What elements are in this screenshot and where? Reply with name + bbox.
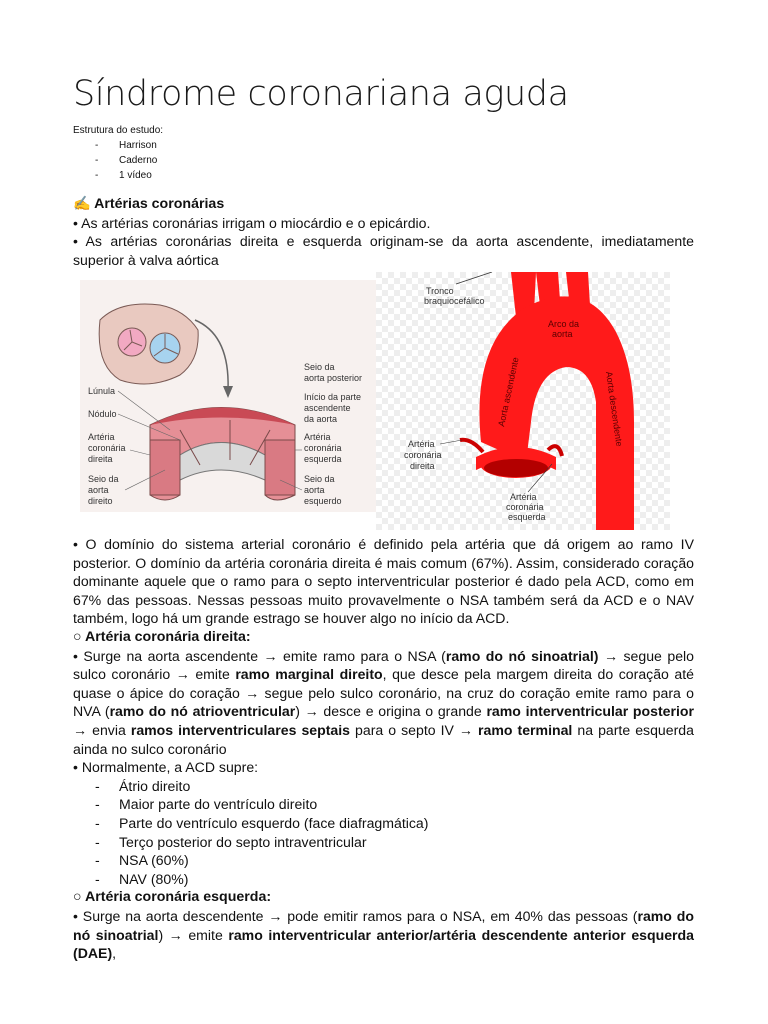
list-item: - Maior parte do ventrículo direito (95, 796, 318, 813)
label-ascending-aorta: Aorta ascendente (496, 356, 521, 428)
paragraph: • As artérias coronárias irrigam o miocárdio e o epicárdio. (73, 214, 431, 231)
svg-text:Artéria: Artéria (88, 432, 115, 442)
list-item: - Terço posterior do septo intraventricular (95, 833, 367, 850)
structure-list (73, 138, 163, 183)
dominance-paragraph (73, 535, 694, 628)
svg-text:aorta posterior: aorta posterior (304, 373, 363, 383)
aortic-valve-figure (80, 280, 376, 512)
svg-text:ascendente: ascendente (304, 403, 351, 413)
svg-text:coronária: coronária (88, 443, 126, 453)
svg-text:aorta: aorta (304, 485, 325, 495)
section-acd (73, 628, 694, 963)
svg-text:Seio da: Seio da (88, 474, 119, 484)
svg-text:direita: direita (410, 461, 435, 471)
page-title: Síndrome coronariana aguda (73, 74, 569, 114)
list-item: - Harrison (95, 140, 157, 151)
svg-text:aorta: aorta (88, 485, 109, 495)
paragraph: • O domínio do sistema arterial coronário é definido pela artéria que dá origem ao ramo IV posterior. O domínio da artéria coronária direita é mais comum (67%). Assim, considerado coração dominante aquele que o ramo para o septo interventricular posterior é dado pela ACD, como em 67% das pessoas. Nessas pessoas muito provavelmente o NSA também será da ACD e o NAV também, logo há um grande estrago se houver algo no início da ACD. (73, 536, 694, 627)
svg-text:esquerda: esquerda (508, 512, 546, 522)
label-nodulo: Nódulo (88, 409, 117, 419)
label-lunula: Lúnula (88, 386, 116, 396)
svg-text:aorta: aorta (552, 329, 573, 339)
section-coronary-arteries (73, 195, 694, 269)
svg-text:coronária: coronária (304, 443, 342, 453)
paragraph: • Surge na aorta ascendente → emite ramo para o NSA (ramo do nó sinoatrial) → segue pelo sulco coronário → emite ramo marginal direito, que desce pela margem direita do coração até quase o ápice do coração → segue pelo sulco coronário, na cruz do coração emite ramo para o NVA (ramo do nó atrioventricular) → desce e origina o grande ramo interventricular posterior → envia ramos interventriculares septais para o septo IV → ramo terminal na parte esquerda ainda no sulco coronário (73, 647, 695, 757)
section-heading: ○ Artéria coronária direita: (73, 629, 251, 645)
heart-cross-section (99, 304, 198, 384)
label-descending-aorta: Aorta descendente (604, 370, 625, 448)
svg-text:Início da parte: Início da parte (304, 392, 362, 402)
svg-text:direito: direito (88, 496, 113, 506)
list-item: - 1 vídeo (95, 170, 152, 181)
list-item: - NAV (80%) (95, 870, 189, 887)
structure-label: Estrutura do estudo: (73, 125, 164, 136)
svg-text:Seio da: Seio da (304, 362, 335, 372)
section-heading: ✍ Artérias coronárias (73, 196, 225, 212)
section-heading: ○ Artéria coronária esquerda: (73, 889, 272, 906)
paragraph: • Normalmente, a ACD supre: (73, 759, 259, 776)
svg-text:Tronco: Tronco (426, 286, 454, 296)
acd-supply-list (73, 777, 694, 889)
svg-text:Artéria: Artéria (510, 492, 537, 502)
svg-text:coronária: coronária (506, 502, 544, 512)
aortic-arch-figure (376, 272, 670, 530)
list-item: - Parte do ventrículo esquerdo (face diafragmática) (95, 814, 429, 831)
paragraph: • Surge na aorta descendente → pode emitir ramos para o NSA, em 40% das pessoas (ramo do nó sinoatrial) → emite ramo interventricular anterior/artéria descendente anterior esquerda (DAE), (73, 907, 694, 962)
svg-text:da aorta: da aorta (304, 414, 338, 424)
paragraph: • As artérias coronárias direita e esquerda originam-se da aorta ascendente, imediatamente superior à valva aórtica (73, 233, 694, 268)
list-item: - Átrio direito (95, 777, 191, 794)
svg-text:Arco da: Arco da (548, 319, 580, 329)
svg-text:direita: direita (88, 454, 113, 464)
svg-text:braquiocefálico: braquiocefálico (424, 296, 485, 306)
svg-text:esquerda: esquerda (304, 454, 342, 464)
svg-text:esquerdo: esquerdo (304, 496, 342, 506)
svg-text:Artéria: Artéria (408, 439, 435, 449)
svg-text:Artéria: Artéria (304, 432, 331, 442)
svg-text:coronária: coronária (404, 450, 442, 460)
study-structure (73, 123, 163, 183)
list-item: - Caderno (95, 155, 158, 166)
svg-text:Seio da: Seio da (304, 474, 335, 484)
writing-hand-icon: ✍ (73, 196, 91, 212)
list-item: - NSA (60%) (95, 852, 189, 869)
